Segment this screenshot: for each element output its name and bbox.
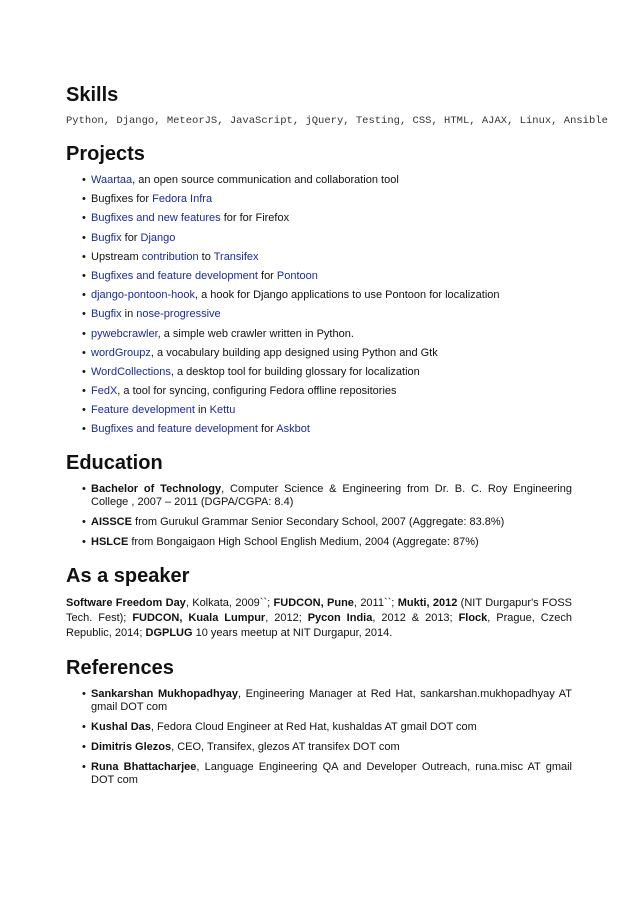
project-link[interactable]: Askbot [276,423,310,436]
project-item: • Feature development in Kettu [82,404,572,417]
project-link[interactable]: Bugfixes and new features [91,212,221,225]
project-item: • wordGroupz, a vocabulary building app designed using Python and Gtk [82,347,572,360]
education-item: • Bachelor of Technology, Computer Science & Engineering from Dr. B. C. Roy Engineering College , 2007 – 2011 (DGPA/CGPA: 8.4) [82,483,572,509]
project-item: • Bugfixes for Fedora Infra [82,193,572,206]
education-item: • AISSCE from Gurukul Grammar Senior Secondary School, 2007 (Aggregate: 83.8%) [82,516,572,529]
project-link[interactable]: wordGroupz [91,346,151,359]
skills-list: Python, Django, MeteorJS, JavaScript, jQuery, Testing, CSS, HTML, AJAX, Linux, Ansible [66,115,608,127]
project-item: • Bugfixes and new features for for Firefox [82,212,572,225]
education-item: • HSLCE from Bongaigaon High School English Medium, 2004 (Aggregate: 87%) [82,536,572,549]
project-link[interactable]: pywebcrawler [91,327,158,340]
project-link[interactable]: WordCollections [91,365,171,378]
skills-section [66,84,608,127]
project-item: • Bugfixes and feature development for Askbot [82,423,572,436]
project-item: • WordCollections, a desktop tool for building glossary for localization [82,366,572,379]
project-link[interactable]: Fedora Infra [152,193,213,206]
project-item: • pywebcrawler, a simple web crawler written in Python. [82,328,572,341]
project-link[interactable]: Bugfixes and feature development [91,423,258,436]
project-item: • Bugfix in nose-progressive [82,308,572,321]
education-section [66,452,572,549]
projects-section [66,143,572,436]
education-heading: Education [66,452,163,475]
speaker-heading: As a speaker [66,565,190,588]
project-item: • Upstream contribution to Transifex [82,251,572,264]
project-link[interactable]: Bugfixes and feature development [91,269,258,282]
project-link[interactable]: django-pontoon-hook [91,289,195,302]
project-link[interactable]: Feature development [91,404,195,417]
project-link[interactable]: Kettu [209,404,236,417]
project-item: • Bugfix for Django [82,232,572,245]
reference-item: • Kushal Das, Fedora Cloud Engineer at Red Hat, kushaldas AT gmail DOT com [82,721,572,734]
reference-item: • Sankarshan Mukhopadhyay, Engineering Manager at Red Hat, sankarshan.mukhopadhyay AT gmail DOT com [82,688,572,714]
project-link[interactable]: FedX [91,385,118,398]
skills-heading: Skills [66,84,119,106]
references-heading: References [66,657,174,680]
education-list [66,483,572,549]
speaker-section [66,565,572,641]
project-link[interactable]: Bugfix [91,231,122,244]
project-item: • Bugfixes and feature development for Pontoon [82,270,572,283]
project-item: • FedX, a tool for syncing, configuring Fedora offline repositories [82,385,572,398]
project-link[interactable]: Transifex [213,250,259,263]
project-link[interactable]: Pontoon [276,269,318,282]
speaker-paragraph: Software Freedom Day, Kolkata, 2009``; FUDCON, Pune, 2011``; Mukti, 2012 (NIT Durgapur's FOSS Tech. Fest); FUDCON, Kuala Lumpur, 2012; Pycon India, 2012 & 2013; Flock, Prague, Czech Republic, 2014; DGPLUG 10 years meetup at NIT Durgapur, 2014. [66,597,572,640]
project-item: • Waartaa, an open source communication and collaboration tool [82,174,572,187]
project-link[interactable]: Django [140,231,176,244]
project-link[interactable]: Waartaa [91,174,133,186]
project-link[interactable]: Bugfix [91,308,122,321]
project-link[interactable]: contribution [141,250,199,263]
project-link[interactable]: nose-progressive [136,308,221,321]
project-item: • django-pontoon-hook, a hook for Django applications to use Pontoon for localization [82,289,572,302]
references-list [66,688,572,787]
references-section [66,657,572,787]
reference-item: • Runa Bhattacharjee, Language Engineering QA and Developer Outreach, runa.misc AT gmail DOT com [82,761,572,787]
projects-heading: Projects [66,143,145,165]
reference-item: • Dimitris Glezos, CEO, Transifex, glezos AT transifex DOT com [82,741,572,754]
projects-list [66,174,572,436]
